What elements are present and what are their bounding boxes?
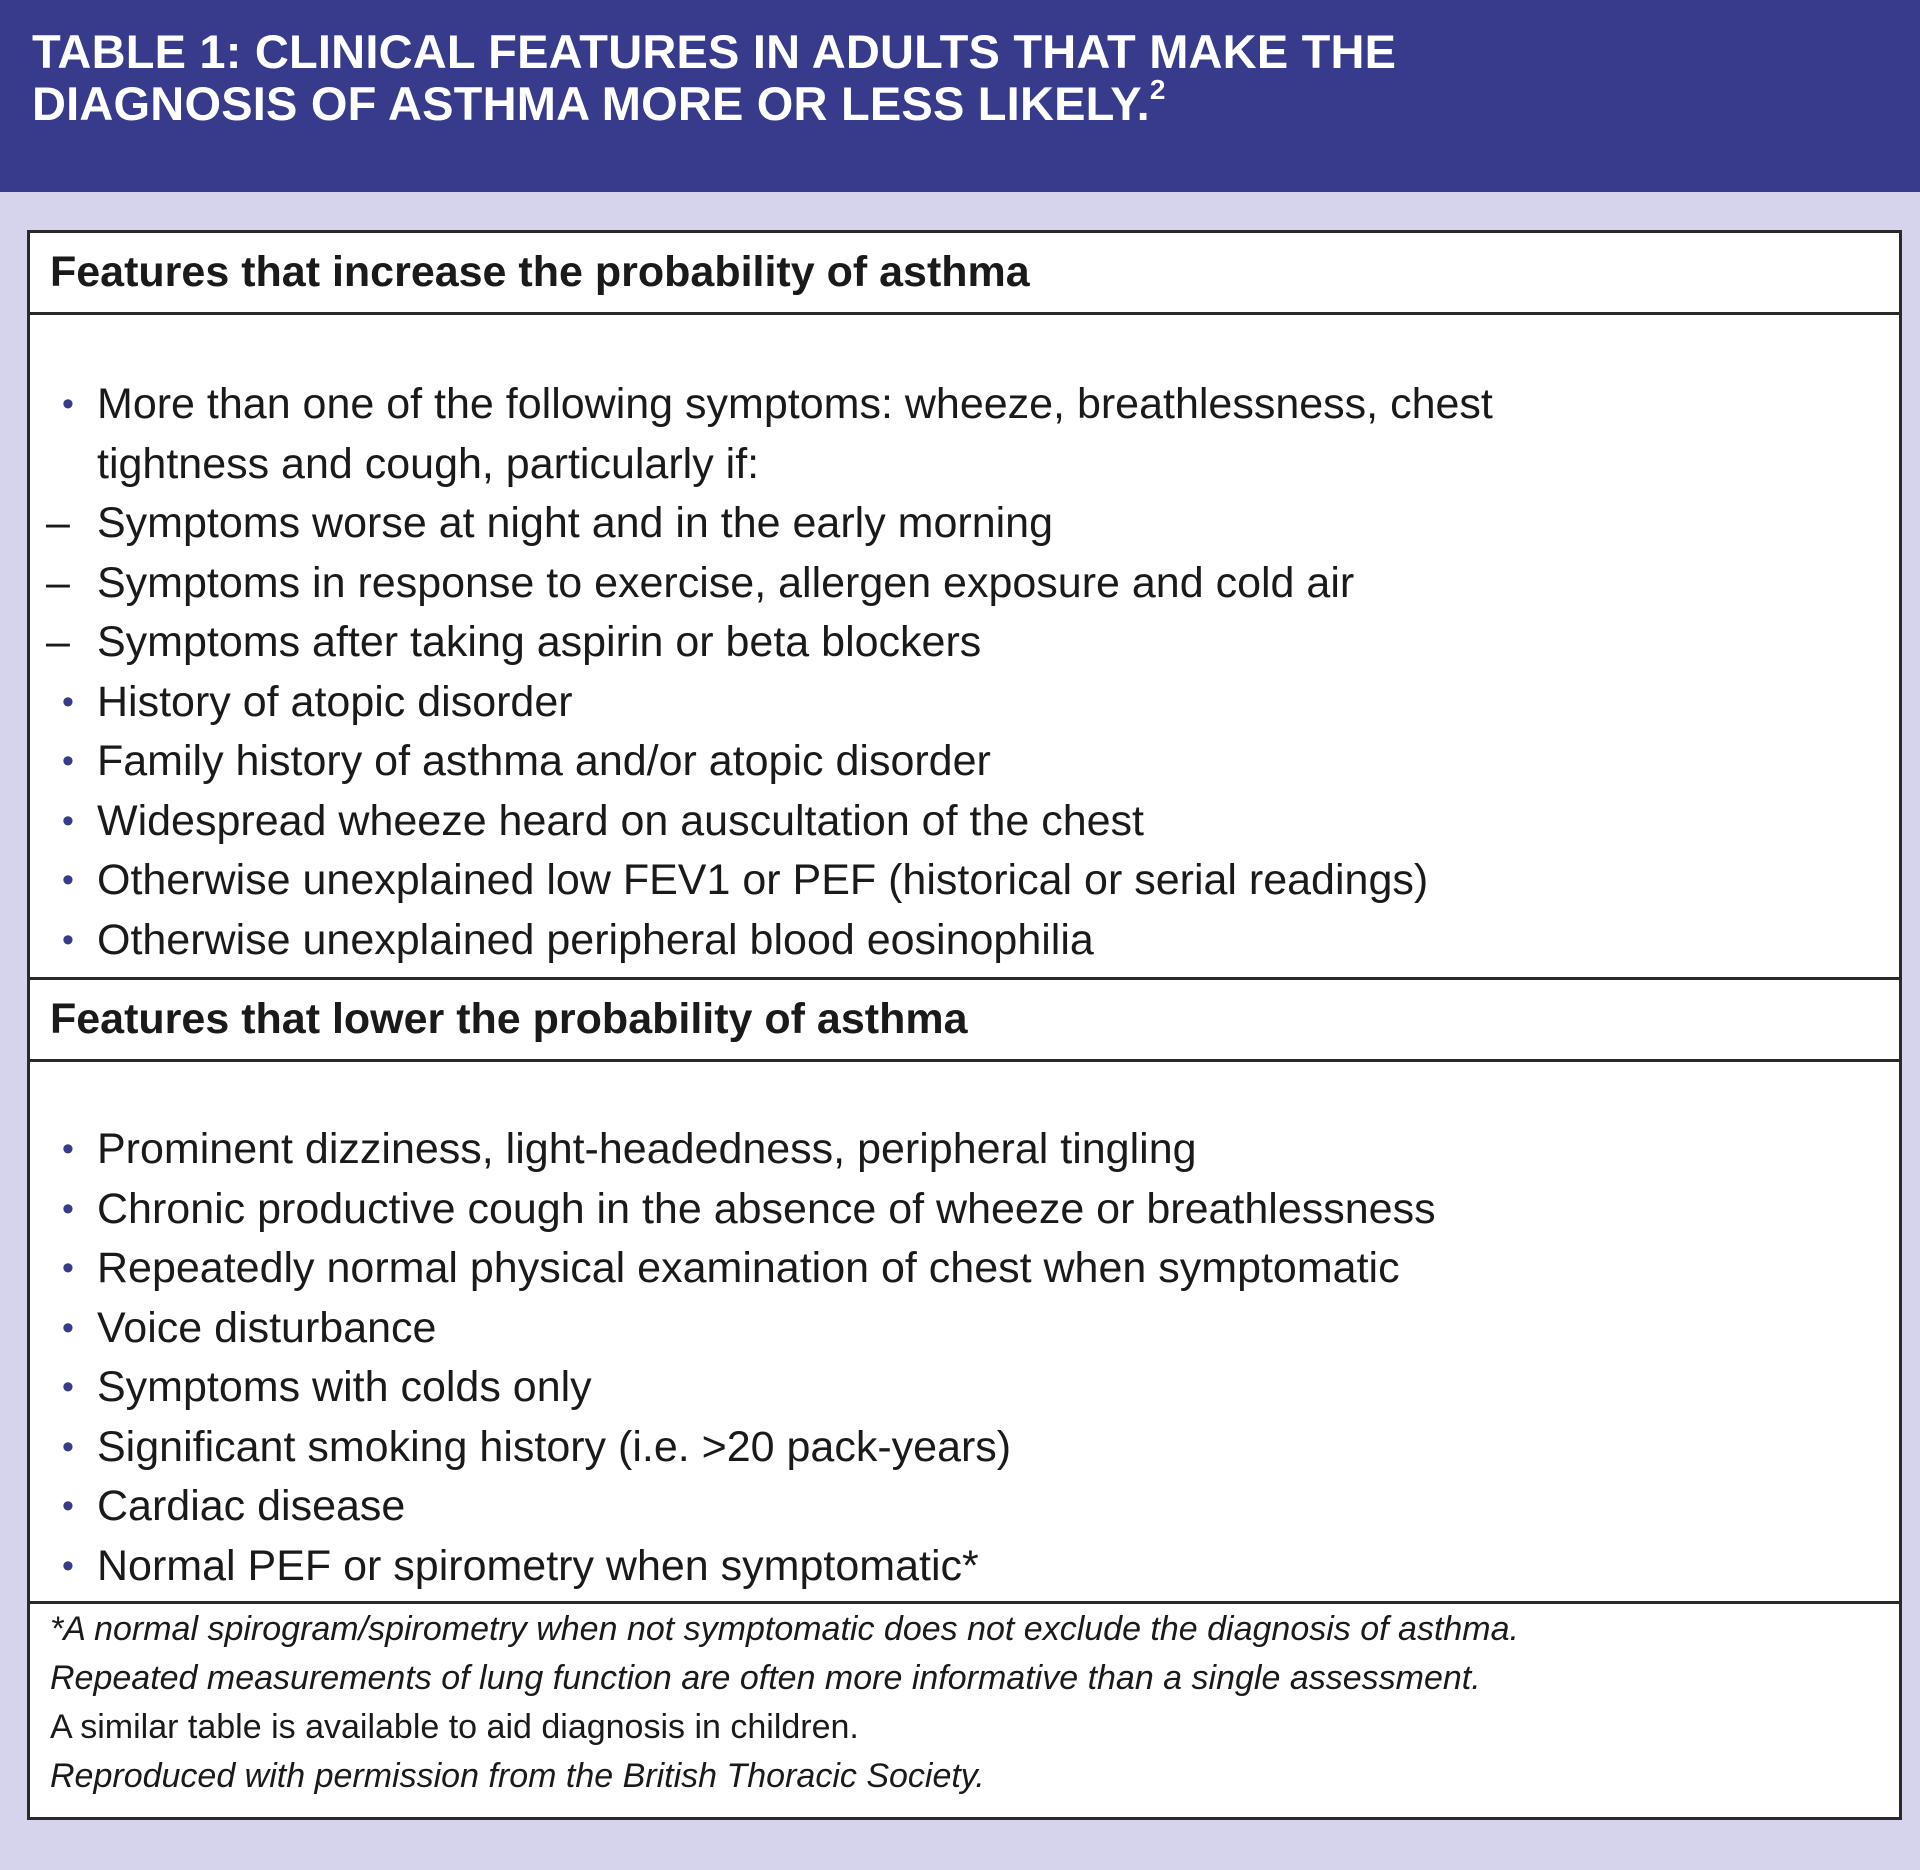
increase-section-heading: Features that increase the probability of asthma [50,248,1030,296]
bullet-marker: • [62,920,74,959]
list-item [30,375,1899,435]
list-item [30,1120,1899,1180]
dash-marker: – [46,618,70,666]
divider [30,312,1899,315]
list-item [30,851,1899,911]
list-item-text: Otherwise unexplained peripheral blood eosinophilia [97,915,1094,964]
bullet-marker: • [62,1249,74,1287]
list-item-text: Chronic productive cough in the absence of wheeze or breathlessness [97,1184,1436,1233]
list-item [30,673,1899,733]
list-item [30,1299,1899,1359]
footnote-repeated-measurements: Repeated measurements of lung function are often more informative than a single assessment. [50,1659,1481,1697]
list-item [30,1358,1899,1418]
list-item [30,435,1899,495]
reference-superscript: 2 [1149,74,1166,106]
list-item-text: Symptoms with colds only [97,1363,592,1411]
bullet-marker: • [62,682,74,721]
divider [30,1059,1899,1062]
table-title-line-2-text: DIAGNOSIS OF ASTHMA MORE OR LESS LIKELY. [32,77,1150,130]
dash-marker: – [46,558,70,607]
list-item [30,613,1899,673]
list-item [30,732,1899,792]
list-item-text: Significant smoking history (i.e. >20 pack-years) [97,1422,1012,1471]
lower-section-heading: Features that lower the probability of asthma [50,995,968,1043]
bullet-marker: • [62,801,74,840]
list-item-text: tightness and cough, particularly if: [97,439,760,488]
footnote-children-table: A similar table is available to aid diagnosis in children. [50,1708,859,1746]
dash-marker: – [46,499,70,547]
list-item [30,792,1899,852]
increase-features-list [30,375,1899,970]
list-item-text: Otherwise unexplained low FEV1 or PEF (historical or serial readings) [97,856,1429,904]
list-item-text: More than one of the following symptoms: wheeze, breathlessness, chest [97,380,1493,428]
list-item-text: Widespread wheeze heard on auscultation of the chest [97,796,1144,845]
bullet-marker: • [62,1189,74,1228]
list-item-text: Normal PEF or spirometry when symptomatic* [97,1541,979,1590]
bullet-marker: • [62,385,74,423]
list-item-text: Symptoms after taking aspirin or beta blockers [97,618,982,666]
bullet-marker: • [62,1308,74,1347]
list-item-text: History of atopic disorder [97,677,573,726]
table-title-line-2 [32,74,1890,130]
list-item [30,1239,1899,1299]
list-item [30,1477,1899,1537]
bullet-marker: • [62,1130,74,1168]
table-title-banner [0,0,1920,192]
bullet-marker: • [62,742,74,780]
list-item [30,1537,1899,1597]
divider [30,1601,1899,1604]
list-item-text: Cardiac disease [97,1482,406,1530]
list-item-text: Symptoms worse at night and in the early morning [97,499,1054,547]
list-item-text: Voice disturbance [97,1303,437,1352]
lower-features-list [30,1120,1899,1596]
bullet-marker: • [62,1546,74,1585]
clinical-features-table [27,230,1902,1820]
list-item-text: Prominent dizziness, light-headedness, peripheral tingling [97,1125,1197,1173]
table-footnotes [50,1605,1870,1801]
bullet-marker: • [62,861,74,899]
list-item [30,494,1899,554]
list-item [30,1180,1899,1240]
list-item-text: Family history of asthma and/or atopic disorder [97,737,991,785]
list-item [30,554,1899,614]
footnote-permission: Reproduced with permission from the British Thoracic Society. [50,1757,985,1795]
list-item-text: Repeatedly normal physical examination of chest when symptomatic [97,1244,1400,1292]
list-item [30,911,1899,971]
table-title-line-1: TABLE 1: CLINICAL FEATURES IN ADULTS THAT MAKE THE [32,25,1397,78]
list-item [30,1418,1899,1478]
footnote-spirogram: *A normal spirogram/spirometry when not symptomatic does not exclude the diagnosis of asthma. [50,1610,1519,1648]
bullet-marker: • [62,1487,74,1525]
list-item-text: Symptoms in response to exercise, allergen exposure and cold air [97,558,1355,607]
bullet-marker: • [62,1368,74,1406]
bullet-marker: • [62,1427,74,1466]
